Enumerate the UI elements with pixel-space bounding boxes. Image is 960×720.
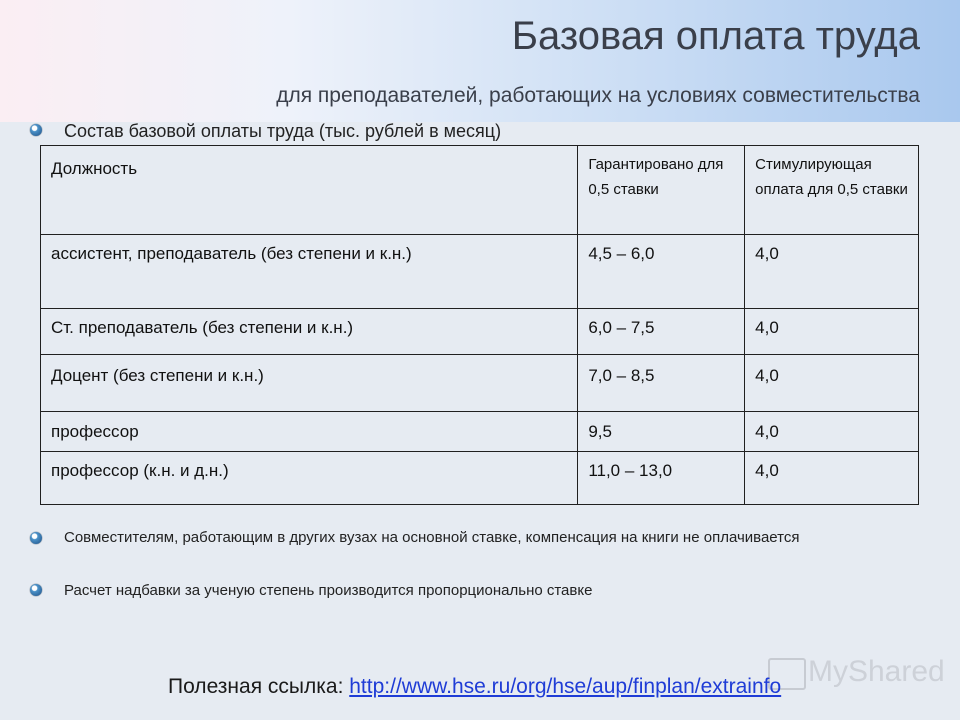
cell-stimulating: 4,0 xyxy=(745,355,919,412)
cell-guaranteed: 9,5 xyxy=(578,412,745,452)
table-row xyxy=(41,412,919,452)
cell-guaranteed: 7,0 – 8,5 xyxy=(578,355,745,412)
table-row xyxy=(41,309,919,355)
table-row xyxy=(41,452,919,505)
bullet-icon xyxy=(30,532,42,544)
cell-position: профессор xyxy=(41,412,578,452)
useful-link[interactable]: http://www.hse.ru/org/hse/aup/finplan/extrainfo xyxy=(349,675,782,698)
bullet-icon xyxy=(30,124,42,136)
header-cell-stimulating: Стимулирующая оплата для 0,5 ставки xyxy=(745,146,919,235)
page-subtitle: для преподавателей, работающих на условиях совместительства xyxy=(276,84,920,107)
cell-stimulating: 4,0 xyxy=(745,412,919,452)
cell-stimulating: 4,0 xyxy=(745,452,919,505)
header-cell-guaranteed: Гарантировано для 0,5 ставки xyxy=(578,146,745,235)
cell-guaranteed: 4,5 – 6,0 xyxy=(578,235,745,309)
cell-stimulating: 4,0 xyxy=(745,309,919,355)
table-row xyxy=(41,355,919,412)
cell-position: Доцент (без степени и к.н.) xyxy=(41,355,578,412)
cell-guaranteed: 11,0 – 13,0 xyxy=(578,452,745,505)
cell-position: Ст. преподаватель (без степени и к.н.) xyxy=(41,309,578,355)
page-title: Базовая оплата труда xyxy=(511,14,920,58)
table-row xyxy=(41,235,919,309)
section-heading: Состав базовой оплаты труда (тыс. рублей в месяц) xyxy=(64,121,502,141)
cell-position: ассистент, преподаватель (без степени и к.н.) xyxy=(41,235,578,309)
table-header-row xyxy=(41,146,919,235)
footer xyxy=(168,675,781,699)
cell-position: профессор (к.н. и д.н.) xyxy=(41,452,578,505)
footer-label: Полезная ссылка: xyxy=(168,675,344,698)
watermark: MyShared xyxy=(808,655,945,688)
pay-table xyxy=(40,145,919,505)
cell-guaranteed: 6,0 – 7,5 xyxy=(578,309,745,355)
note-item: Совместителям, работающим в других вузах на основной ставке, компенсация на книги не оплачивается xyxy=(64,529,800,546)
cell-stimulating: 4,0 xyxy=(745,235,919,309)
note-item: Расчет надбавки за ученую степень производится пропорционально ставке xyxy=(64,582,593,599)
header-cell-position: Должность xyxy=(41,146,578,235)
bullet-icon xyxy=(30,584,42,596)
